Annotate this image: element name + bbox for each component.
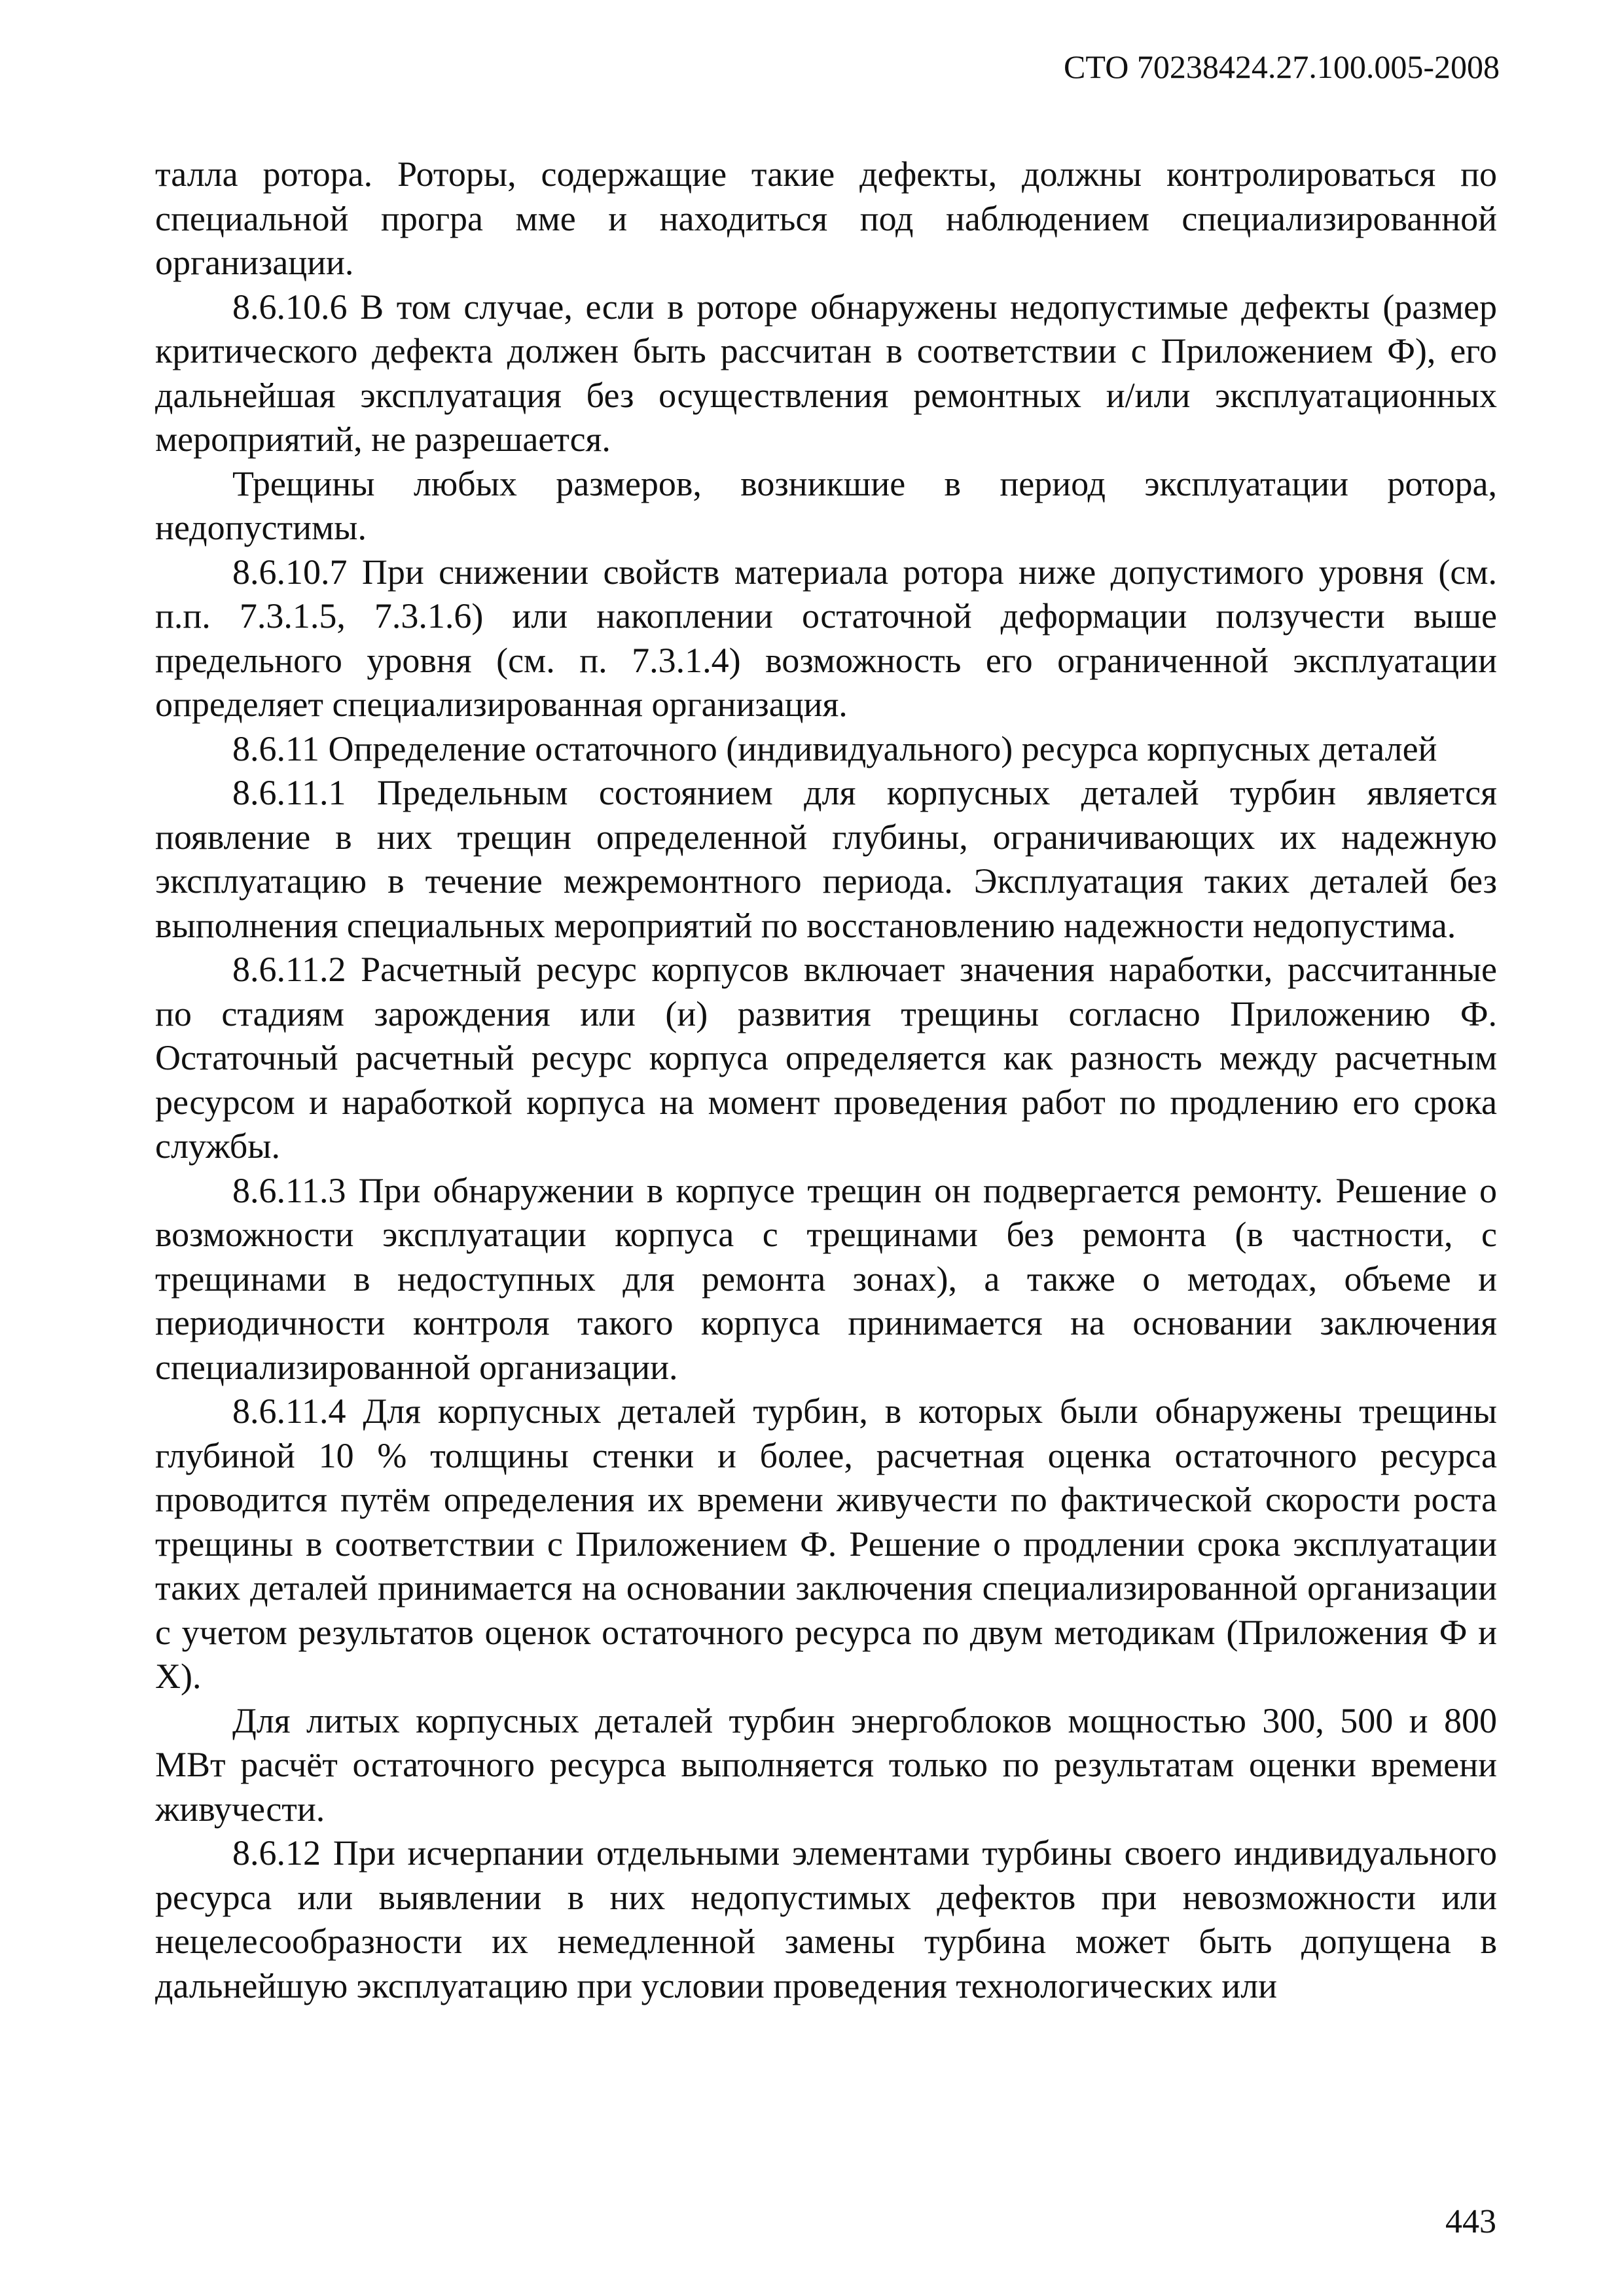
page-number: 443 — [1445, 2203, 1496, 2240]
paragraph-cast-housings: Для литых корпусных деталей турбин энергоблоков мощностью 300, 500 и 800 МВт расчёт остаточного ресурса выполняется только по результатам оценки времени живучести. — [155, 1700, 1497, 1829]
paragraph-8-6-11-1: 8.6.11.1 Предельным состоянием для корпусных деталей турбин является появление в них трещин определенной глубины, ограничивающих их надежную эксплуатацию в течение межремонтного периода. Эксплуатация таких деталей без выполнения специальных мероприятий по восстановлению надежности недопустима. — [155, 773, 1497, 945]
paragraph-8-6-10-7: 8.6.10.7 При снижении свойств материала ротора ниже допустимого уровня (см. п.п. 7.3.1.5, 7.3.1.6) или накоплении остаточной деформации ползучести выше предельного уровня (см. п. 7.3.1.4) возможность его ограниченной эксплуатации определяет специализированная организация. — [155, 552, 1497, 724]
paragraph-8-6-11-2: 8.6.11.2 Расчетный ресурс корпусов включает значения наработки, рассчитанные по стадиям зарождения или (и) развития трещины согласно Приложению Ф. Остаточный расчетный ресурс корпуса определяется как разность между расчетным ресурсом и наработкой корпуса на момент проведения работ по продлению его срока службы. — [155, 950, 1497, 1166]
document-body — [155, 152, 1497, 2008]
paragraph-cracks-inadmissible: Трещины любых размеров, возникшие в период эксплуатации ротора, недопустимы. — [155, 463, 1497, 547]
paragraph-8-6-12: 8.6.12 При исчерпании отдельными элементами турбины своего индивидуального ресурса или выявлении в них недопустимых дефектов при невозможности или нецелесообразности их немедленной замены турбина может быть допущена в дальнейшую эксплуатацию при условии проведения технологических или — [155, 1833, 1497, 2005]
section-heading-8-6-11: 8.6.11 Определение остаточного (индивидуального) ресурса корпусных деталей — [232, 728, 1437, 768]
paragraph-continuation: талла ротора. Роторы, содержащие такие дефекты, должны контролироваться по специальной програ мме и находиться под наблюдением специализированной организации. — [155, 154, 1497, 282]
paragraph-8-6-11-4: 8.6.11.4 Для корпусных деталей турбин, в которых были обнаружены трещины глубиной 10 % толщины стенки и более, расчетная оценка остаточного ресурса проводится путём определения их времени живучести по фактической скорости роста трещины в соответствии с Приложением Ф. Решение о продлении срока эксплуатации таких деталей принимается на основании заключения специализированной организации с учетом результатов оценок остаточного ресурса по двум методикам (Приложения Ф и Х). — [155, 1391, 1497, 1696]
paragraph-8-6-10-6: 8.6.10.6 В том случае, если в роторе обнаружены недопустимые дефекты (размер критического дефекта должен быть рассчитан в соответствии с Приложением Ф), его дальнейшая эксплуатация без осуществления ремонтных и/или эксплуатационных мероприятий, не разрешается. — [155, 287, 1497, 459]
paragraph-8-6-11-3: 8.6.11.3 При обнаружении в корпусе трещин он подвергается ремонту. Решение о возможности эксплуатации корпуса с трещинами без ремонта (в частности, с трещинами в недоступных для ремонта зонах), а также о методах, объеме и периодичности контроля такого корпуса принимается на основании заключения специализированной организации. — [155, 1170, 1497, 1387]
document-code-header: СТО 70238424.27.100.005-2008 — [1064, 48, 1500, 85]
